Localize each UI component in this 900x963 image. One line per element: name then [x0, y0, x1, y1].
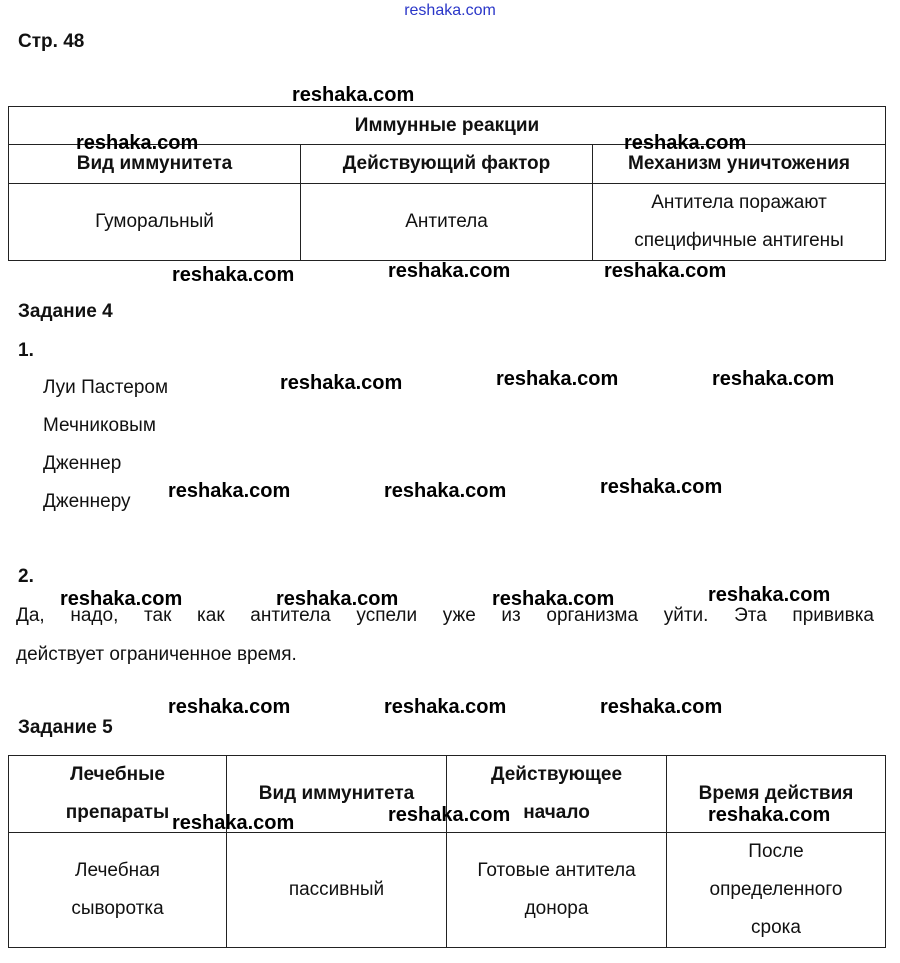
watermark: reshaka.com: [492, 588, 615, 610]
watermark: reshaka.com: [172, 812, 295, 834]
table2-header-active-principle-line2: начало: [523, 802, 590, 823]
table2-cell-active-principle-line2: донора: [524, 898, 589, 919]
table1-header-active-factor: Действующий фактор: [301, 145, 593, 184]
watermark: reshaka.com: [600, 476, 723, 498]
table1-cell-active-factor: Антитела: [301, 184, 593, 261]
table2-cell-preparation-line1: Лечебная: [75, 860, 160, 881]
watermark: reshaka.com: [384, 480, 507, 502]
task4-q1-number: 1.: [18, 340, 34, 361]
table2-header-preparations-line2: препараты: [65, 802, 170, 823]
watermark: reshaka.com: [292, 84, 415, 106]
table1-caption: Иммунные реакции: [9, 107, 886, 145]
table1-cell-mechanism-line2: специфичные антигены: [634, 230, 844, 251]
table2-cell-immunity-type: пассивный: [227, 833, 447, 948]
table2-header-duration: Время действия: [667, 756, 886, 833]
table2-cell-duration-line1: После: [748, 841, 804, 862]
table2-cell-preparation-line2: сыворотка: [71, 898, 164, 919]
table1-cell-immunity-type: Гуморальный: [9, 184, 301, 261]
task4-title: Задание 4: [18, 301, 113, 322]
task4-q1-answer-2: Мечниковым: [43, 415, 156, 436]
table2-header-preparations-line1: Лечебные: [70, 764, 165, 785]
watermark: reshaka.com: [712, 368, 835, 390]
watermark: reshaka.com: [172, 264, 295, 286]
immune-reactions-table: [8, 106, 886, 261]
table2-cell-duration: [667, 833, 886, 948]
watermark: reshaka.com: [168, 480, 291, 502]
task4-q2-answer-line1: Да, надо, так как антитела успели уже из организма уйти. Эта прививка: [16, 605, 874, 626]
page-label: Стр. 48: [18, 31, 85, 52]
table1-header-immunity-type: Вид иммунитета: [9, 145, 301, 184]
task4-q2-number: 2.: [18, 566, 34, 587]
watermark: reshaka.com: [600, 696, 723, 718]
table1-cell-mechanism: [593, 184, 886, 261]
task4-q1-answer-3: Дженнер: [43, 453, 122, 474]
task5-title: Задание 5: [18, 717, 113, 738]
watermark: reshaka.com: [384, 696, 507, 718]
table2-header-immunity-type: Вид иммунитета: [227, 756, 447, 833]
watermark: reshaka.com: [604, 260, 727, 282]
watermark: reshaka.com: [708, 584, 831, 606]
watermark: reshaka.com: [168, 696, 291, 718]
table1-cell-mechanism-line1: Антитела поражают: [651, 192, 827, 213]
watermark: reshaka.com: [388, 260, 511, 282]
watermark: reshaka.com: [388, 804, 511, 826]
watermark: reshaka.com: [280, 372, 403, 394]
watermark: reshaka.com: [496, 368, 619, 390]
table2-cell-preparation: [9, 833, 227, 948]
table2-cell-duration-line2: определенного: [709, 879, 843, 900]
task4-q1-answer-4: Дженнеру: [43, 491, 131, 512]
table2-cell-active-principle: [447, 833, 667, 948]
watermark: reshaka.com: [60, 588, 183, 610]
watermark: reshaka.com: [276, 588, 399, 610]
top-watermark: reshaka.com: [404, 2, 496, 19]
task4-q2-answer-line2: действует ограниченное время.: [16, 644, 297, 665]
table2-cell-active-principle-line1: Готовые антитела: [477, 860, 636, 881]
table1-header-mechanism: Механизм уничтожения: [593, 145, 886, 184]
watermark: reshaka.com: [624, 132, 747, 154]
table2-header-active-principle-line1: Действующее: [490, 764, 623, 785]
task4-q1-answer-1: Луи Пастером: [43, 377, 169, 398]
table2-cell-duration-line3: срока: [751, 917, 801, 938]
watermark: reshaka.com: [708, 804, 831, 826]
watermark: reshaka.com: [76, 132, 199, 154]
medicinal-preparations-table: [8, 755, 886, 948]
